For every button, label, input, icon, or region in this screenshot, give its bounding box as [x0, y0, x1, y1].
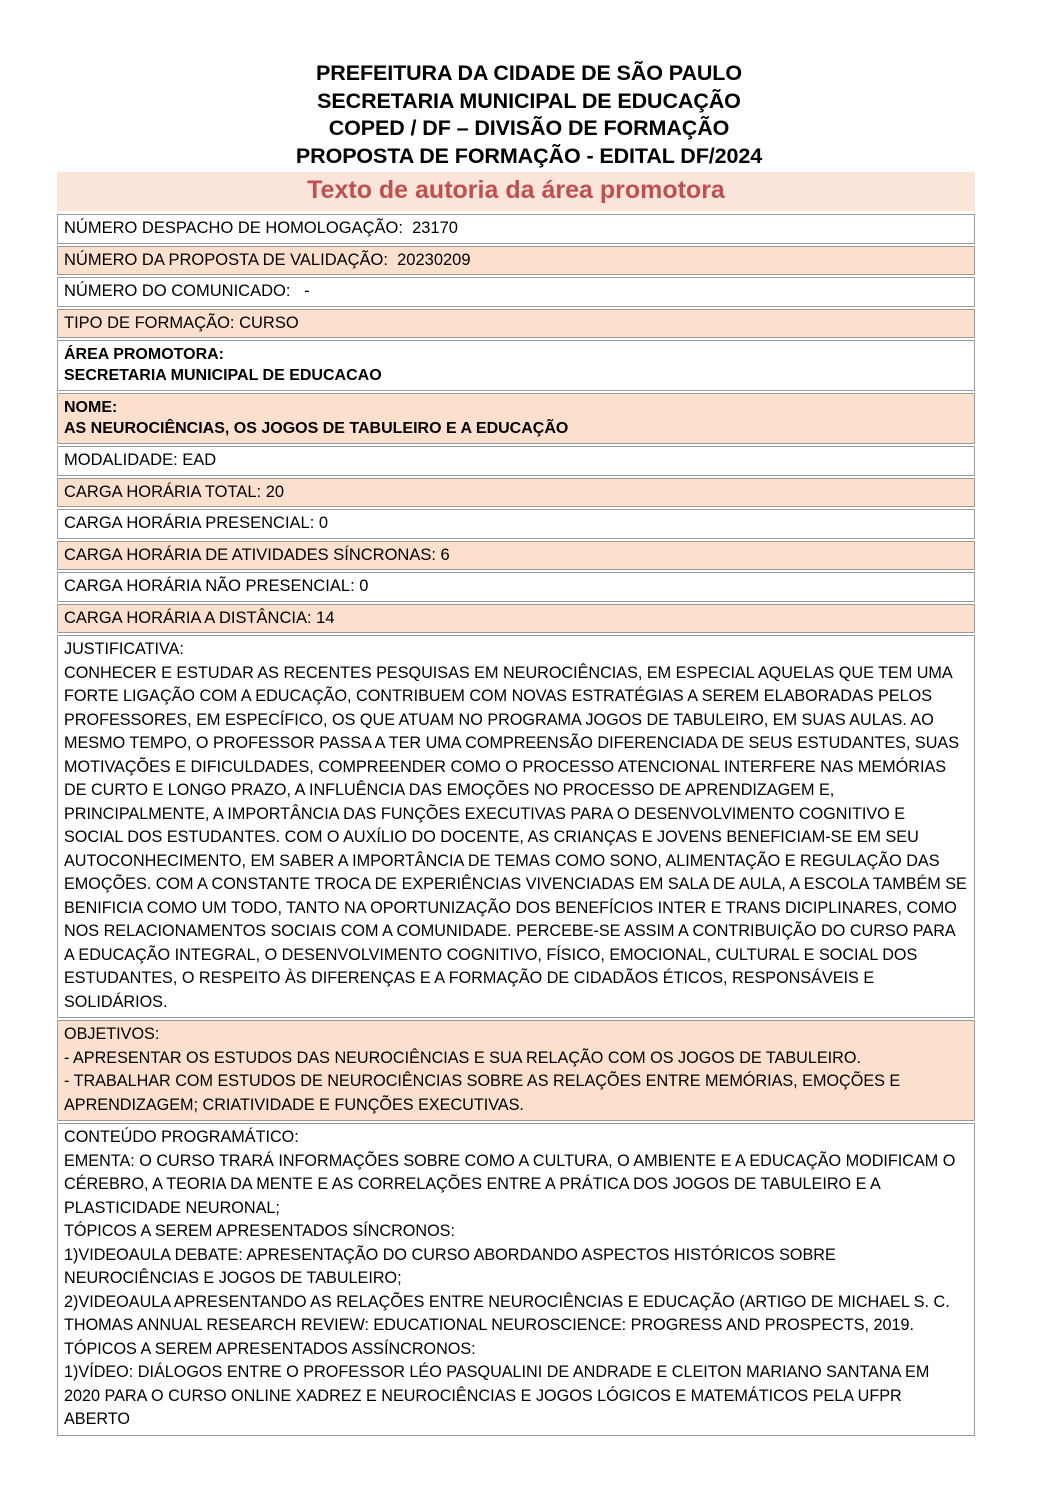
- field-despacho-homologacao-text: NÚMERO DESPACHO DE HOMOLOGAÇÃO: 23170: [64, 219, 458, 237]
- section-objetivos: [57, 1020, 975, 1121]
- header-line-coped: COPED / DF – DIVISÃO DE FORMAÇÃO: [328, 116, 730, 140]
- conteudo-sincronos-label: TÓPICOS A SEREM APRESENTADOS SÍNCRONOS:: [64, 1222, 455, 1240]
- field-area-promotora-label: ÁREA PROMOTORA:: [64, 346, 224, 363]
- objetivos-item-2: - TRABALHAR COM ESTUDOS DE NEUROCIÊNCIAS SOBRE AS RELAÇÕES ENTRE MEMÓRIAS, EMOÇÕES E APRENDIZAGEM; CRIATIVIDADE E FUNÇÕES EXECUTIVAS.: [64, 1072, 901, 1114]
- field-modalidade: [57, 446, 975, 476]
- conteudo-ementa: EMENTA: O CURSO TRARÁ INFORMAÇÕES SOBRE COMO A CULTURA, O AMBIENTE E A EDUCAÇÃO MODIFICAM O CÉREBRO, A TEORIA DA MENTE E AS CORRELAÇÕES ENTRE A PRÁTICA DOS JOGOS DE TABULEIRO E A PLASTICIDADE NEURONAL;: [64, 1151, 956, 1217]
- field-proposta-validacao: [57, 246, 975, 276]
- field-area-promotora-value: SECRETARIA MUNICIPAL DE EDUCACAO: [64, 367, 382, 384]
- field-carga-horaria-presencial: [57, 509, 975, 539]
- field-carga-horaria-sincronas-text: CARGA HORÁRIA DE ATIVIDADES SÍNCRONAS: 6: [64, 545, 450, 564]
- field-carga-horaria-distancia: [57, 604, 975, 634]
- justificativa-label: JUSTIFICATIVA:: [64, 640, 184, 658]
- field-numero-comunicado: [57, 277, 975, 307]
- field-nome-value: AS NEUROCIÊNCIAS, OS JOGOS DE TABULEIRO E A EDUCAÇÃO: [64, 420, 569, 437]
- field-carga-horaria-presencial-text: CARGA HORÁRIA PRESENCIAL: 0: [64, 514, 329, 532]
- field-carga-horaria-nao-presencial-text: CARGA HORÁRIA NÃO PRESENCIAL: 0: [64, 577, 369, 595]
- conteudo-sincrono-2: 2)VIDEOAULA APRESENTANDO AS RELAÇÕES ENTRE NEUROCIÊNCIAS E EDUCAÇÃO (ARTIGO DE MICHAEL S. C. THOMAS ANNUAL RESEARCH REVIEW: EDUCATIONAL NEUROSCIENCE: PROGRESS AND PROSPECTS, 2019.: [64, 1292, 950, 1334]
- field-carga-horaria-distancia-text: CARGA HORÁRIA A DISTÂNCIA: 14: [64, 608, 335, 627]
- field-nome: [57, 393, 975, 444]
- field-despacho-homologacao: [57, 214, 975, 244]
- conteudo-assincrono-1: 1)VÍDEO: DIÁLOGOS ENTRE O PROFESSOR LÉO PASQUALINI DE ANDRADE E CLEITON MARIANO SANTANA EM 2020 PARA O CURSO ONLINE XADREZ E NEUROCIÊNCIAS E JOGOS LÓGICOS E MATEMÁTICOS PELA UFPR ABERTO: [64, 1363, 930, 1428]
- section-justificativa: [57, 635, 975, 1018]
- header-line-prefeitura: PREFEITURA DA CIDADE DE SÃO PAULO: [316, 61, 742, 85]
- conteudo-label: CONTEÚDO PROGRAMÁTICO:: [64, 1128, 299, 1146]
- field-carga-horaria-total: [57, 478, 975, 508]
- field-carga-horaria-total-text: CARGA HORÁRIA TOTAL: 20: [64, 482, 285, 501]
- field-carga-horaria-nao-presencial: [57, 572, 975, 602]
- header-line-proposta: PROPOSTA DE FORMAÇÃO - EDITAL DF/2024: [295, 143, 763, 168]
- field-modalidade-text: MODALIDADE: EAD: [64, 451, 217, 469]
- field-proposta-validacao-text: NÚMERO DA PROPOSTA DE VALIDAÇÃO: 20230209: [64, 250, 471, 269]
- objetivos-item-1: - APRESENTAR OS ESTUDOS DAS NEUROCIÊNCIAS E SUA RELAÇÃO COM OS JOGOS DE TABULEIRO.: [64, 1048, 861, 1067]
- authorship-banner-text: Texto de autoria da área promotora: [307, 176, 725, 204]
- authorship-banner: [57, 172, 975, 211]
- field-area-promotora: [57, 340, 975, 391]
- field-tipo-formacao-text: TIPO DE FORMAÇÃO: CURSO: [64, 313, 299, 332]
- section-conteudo-programatico: [57, 1123, 975, 1436]
- header-line-secretaria: SECRETARIA MUNICIPAL DE EDUCAÇÃO: [317, 88, 741, 113]
- field-carga-horaria-sincronas: [57, 541, 975, 571]
- conteudo-sincrono-1: 1)VIDEOAULA DEBATE: APRESENTAÇÃO DO CURSO ABORDANDO ASPECTOS HISTÓRICOS SOBRE NEUROCIÊNCIAS E JOGOS DE TABULEIRO;: [64, 1245, 836, 1287]
- field-numero-comunicado-text: NÚMERO DO COMUNICADO: -: [64, 282, 310, 300]
- justificativa-body: CONHECER E ESTUDAR AS RECENTES PESQUISAS EM NEUROCIÊNCIAS, EM ESPECIAL AQUELAS QUE TEM UMA FORTE LIGAÇÃO COM A EDUCAÇÃO, CONTRIBUEM COM NOVAS ESTRATÉGIAS A SEREM ELABORADAS PELOS PROFESSORES, EM ESPECÍFICO, OS QUE ATUAM NO PROGRAMA JOGOS DE TABULEIRO, EM SUAS AULAS. AO MESMO TEMPO, O PROFESSOR PASSA A TER UMA COMPREENSÃO DIFERENCIADA DE SEUS ESTUDANTES, SUAS MOTIVAÇÕES E DIFICULDADES, COMPREENDER COMO O PROCESSO ATENCIONAL INTERFERE NAS MEMÓRIAS DE CURTO E LONGO PRAZO, A INFLUÊNCIA DAS EMOÇÕES NO PROCESSO DE APRENDIZAGEM E, PRINCIPALMENTE, A IMPORTÂNCIA DAS FUNÇÕES EXECUTIVAS PARA O DESENVOLVIMENTO COGNITIVO E SOCIAL DOS ESTUDANTES. COM O AUXÍLIO DO DOCENTE, AS CRIANÇAS E JOVENS BENEFICIAM-SE EM SEU AUTOCONHECIMENTO, EM SABER A IMPORTÂNCIA DE TEMAS COMO SONO, ALIMENTAÇÃO E REGULAÇÃO DAS EMOÇÕES. COM A CONSTANTE TROCA DE EXPERIÊNCIAS VIVENCIADAS EM SALA DE AULA, A ESCOLA TAMBÉM SE BENIFICIA COMO UM TODO, TANTO NA OPORTUNIZAÇÃO DOS BENEFÍCIOS INTER E TRANS DICIPLINARES, COMO NOS RELACIONAMENTOS SOCIAIS COM A COMUNIDADE. PERCEBE-SE ASSIM A CONTRIBUIÇÃO DO CURSO PARA A EDUCAÇÃO INTEGRAL, O DESENVOLVIMENTO COGNITIVO, FÍSICO, EMOCIONAL, CULTURAL E SOCIAL DOS ESTUDANTES, O RESPEITO ÀS DIFERENÇAS E A FORMAÇÃO DE CIDADÃOS ÉTICOS, RESPONSÁVEIS E SOLIDÁRIOS.: [64, 663, 967, 1011]
- conteudo-assincronos-label: TÓPICOS A SEREM APRESENTADOS ASSÍNCRONOS:: [64, 1339, 476, 1358]
- document-header: [0, 0, 1058, 170]
- objetivos-label: OBJETIVOS:: [64, 1025, 160, 1043]
- field-tipo-formacao: [57, 309, 975, 339]
- field-nome-label: NOME:: [64, 399, 118, 416]
- proposal-fields-table: [57, 214, 975, 1436]
